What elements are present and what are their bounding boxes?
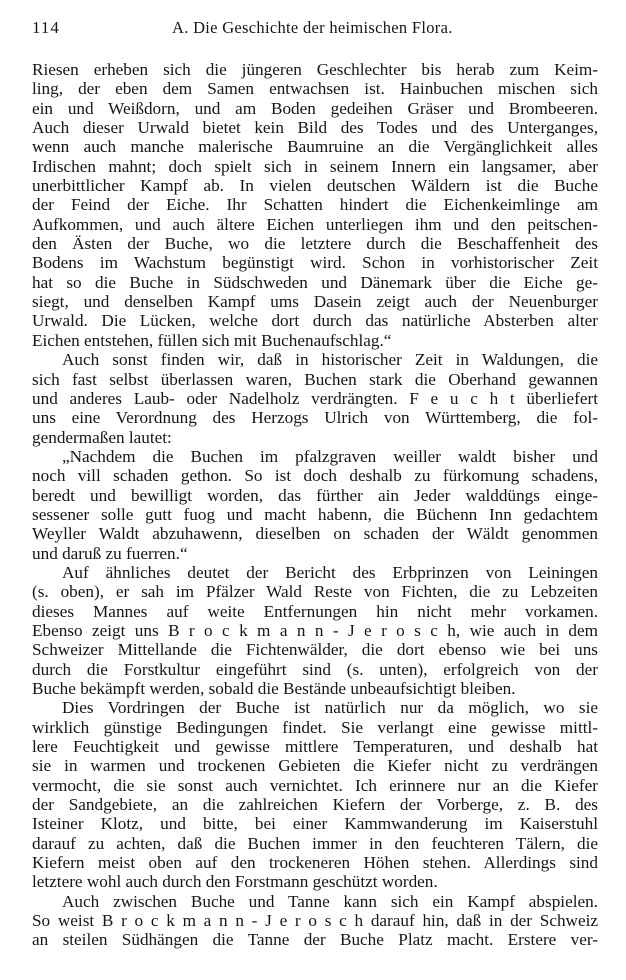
text-line: darauf zu achten, daß die Buchen immer in den feuchteren Tälern, die — [32, 833, 598, 853]
text-line: Auf ähnliches deutet der Bericht des Erbprinzen von Leiningen — [62, 562, 598, 582]
text-line: Auch sonst finden wir, daß in historischer Zeit in Waldungen, die — [62, 350, 598, 370]
text-line: uns eine Verordnung des Herzogs Ulrich von Württemberg, die fol- — [32, 408, 598, 428]
page-number: 114 — [32, 18, 60, 37]
text-line: Kiefern meist oben auf den trockeneren Höhen stehen. Allerdings sind — [32, 853, 598, 873]
body-text — [32, 60, 598, 950]
text-line: hat so die Buche in Südschweden und Dänemark über die Eiche ge- — [32, 272, 598, 292]
text-line: Eichen entstehen, füllen sich mit Buchenaufschlag.“ — [32, 330, 392, 350]
text-line: Auch zwischen Buche und Tanne kann sich ein Kampf abspielen. — [62, 891, 598, 911]
text-line: sie in warmen und trockenen Gebieten die Kiefer nicht zu verdrängen — [32, 756, 598, 776]
text-line: vermocht, die sie sonst auch vernichtet. Ich erinnere nur an die Kiefer — [32, 775, 598, 795]
text-line: Dies Vordringen der Buche ist natürlich nur da möglich, wo sie — [62, 698, 598, 718]
text-line: Isteiner Klotz, und bitte, bei einer Kammwanderung im Kaiserstuhl — [32, 814, 598, 834]
text-line: beredt und bewilligt worden, das fürther ain Jeder walddüngs einge- — [32, 485, 598, 505]
text-line: So weist B r o c k m a n n - J e r o s c h darauf hin, daß in der Schweiz — [32, 911, 598, 931]
text-line: noch vill schaden gethon. So ist doch deshalb zu fürkomung schadens, — [32, 466, 598, 486]
text-line: unerbittlicher Kampf ab. In vielen deutschen Wäldern ist die Buche — [32, 176, 598, 196]
text-line: ein und Weißdorn, und am Boden gedeihen Gräser und Brombeeren. — [32, 98, 598, 118]
text-line: wirklich günstige Bedingungen findet. Sie verlangt eine gewisse mittl- — [32, 717, 598, 737]
text-line: Urwald. Die Lücken, welche dort durch das natürliche Absterben alter — [32, 311, 598, 331]
text-line: lere Feuchtigkeit und gewisse mittlere Temperaturen, und deshalb hat — [32, 737, 598, 757]
text-line: dieses Mannes auf weite Entfernungen hin nicht mehr vorkamen. — [32, 601, 598, 621]
text-line: Weyller Waldt abzuhawenn, dieselben on schaden der Wäldt genommen — [32, 524, 598, 544]
text-line: Ebenso zeigt uns B r o c k m a n n - J e r o s c h, wie auch in dem — [32, 620, 598, 640]
text-line: durch die Forstkultur eingeführt sind (s. unten), erfolgreich von der — [32, 659, 598, 679]
text-line: wenn auch manche malerische Baumruine an die Vergänglichkeit alles — [32, 137, 598, 157]
text-line: sessener solle gutt fuog und macht habenn, die Büchenn Inn gedachtem — [32, 504, 598, 524]
text-line: letztere wohl auch durch den Forstmann geschützt worden. — [32, 872, 438, 892]
text-line: Bodens im Wachstum begünstigt wird. Schon in vorhistorischer Zeit — [32, 253, 598, 273]
text-line: sich fast selbst überlassen waren, Buchen stark die Oberhand gewannen — [32, 369, 598, 389]
text-line: Riesen erheben sich die jüngeren Geschlechter bis herab zum Keim- — [32, 60, 598, 79]
text-line: den Ästen der Buche, wo die letztere durch die Beschaffenheit des — [32, 234, 598, 254]
text-line: siegt, und denselben Kampf ums Dasein zeigt auch der Neuenburger — [32, 292, 598, 312]
text-line: und anderes Laub- oder Nadelholz verdrängten. F e u c h t überliefert — [32, 388, 598, 408]
text-line: gendermaßen lautet: — [32, 427, 172, 447]
page-header — [32, 18, 602, 44]
text-line: ling, der eben dem Samen entwachsen ist. Hainbuchen mischen sich — [32, 79, 598, 99]
text-line: Buche bekämpft werden, sobald die Bestände unbeaufsichtigt bleiben. — [32, 679, 516, 698]
text-line: der Sandgebiete, an die zahlreichen Kiefern der Vorberge, z. B. des — [32, 795, 598, 815]
text-line: der Feind der Eiche. Ihr Schatten hindert die Eichenkeimlinge am — [32, 195, 598, 215]
text-line: Schweizer Mittellande die Fichtenwälder, die dort ebenso wie bei uns — [32, 640, 598, 660]
running-head: A. Die Geschichte der heimischen Flora. — [172, 18, 453, 37]
text-line: Auch dieser Urwald bietet kein Bild des Todes und des Unterganges, — [32, 118, 598, 138]
text-line: (s. oben), er sah im Pfälzer Wald Reste von Fichten, die zu Lebzeiten — [32, 582, 598, 602]
text-line: Aufkommen, und auch ältere Eichen unterliegen ihm und den peitschen- — [32, 214, 598, 234]
text-line: „Nachdem die Buchen im pfalzgraven weiller waldt bisher und — [62, 446, 598, 466]
text-line: an steilen Südhängen die Tanne der Buche Platz macht. Erstere ver- — [32, 930, 598, 950]
text-line: Irdischen mahnt; doch spielt sich in seinem Innern ein langsamer, aber — [32, 156, 598, 176]
text-line: und daruß zu fuerren.“ — [32, 543, 188, 563]
